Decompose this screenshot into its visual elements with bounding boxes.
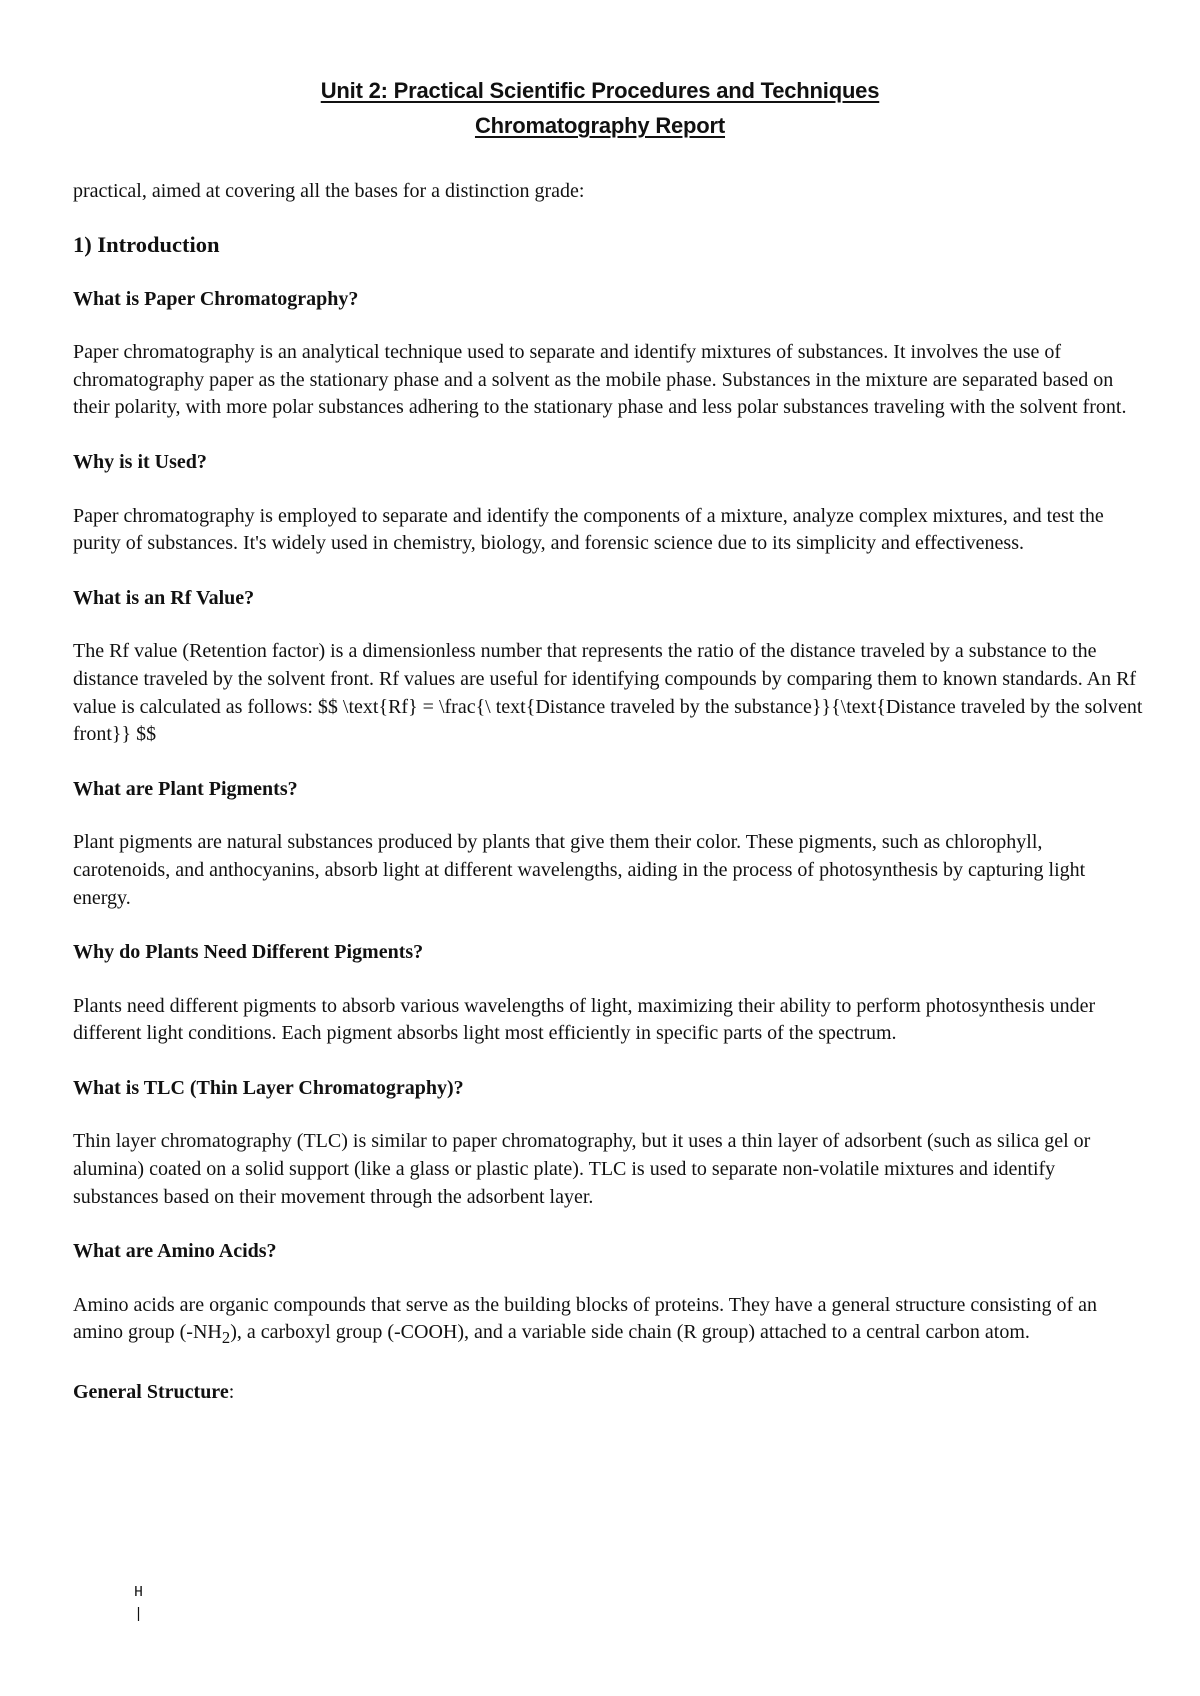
heading-plant-pigments: What are Plant Pigments? (73, 777, 298, 800)
intro-line: practical, aimed at covering all the bases for a distinction grade: (73, 180, 585, 202)
amino-text-part2: ), a carboxyl group (-COOH), and a variable side chain (R group) attached to a central carbon atom. (230, 1321, 1030, 1344)
heading-amino-acids: What are Amino Acids? (73, 1240, 277, 1263)
document-title: Unit 2: Practical Scientific Procedures and Techniques (320, 78, 880, 103)
document-subtitle: Chromatography Report (474, 113, 726, 138)
amino-text-part1: Amino acids are organic compounds that serve as the building blocks of proteins. They have a general structure consisting of an amino group (-NH (73, 1293, 1097, 1344)
paragraph-paper-chromatography: Paper chromatography is an analytical technique used to separate and identify mixtures of substances. It involves the use of chromatography paper as the stationary phase and a solvent as the mobile phase. Substances in the mixture are separated based on their polarity, with more polar substances adhering to the stationary phase and less polar substances traveling with the solvent front. (73, 341, 1127, 419)
heading-why-used: Why is it Used? (73, 450, 207, 473)
general-structure-heading (73, 1379, 1143, 1407)
paragraph-tlc: Thin layer chromatography (TLC) is similar to paper chromatography, but it uses a thin layer of adsorbent (such as silica gel or alumina) coated on a solid support (like a glass or plastic plate). TLC is used to separate non-volatile mixtures and identify substances based on their movement through the adsorbent layer. (73, 1130, 1091, 1208)
paragraph-amino-acids (73, 1292, 1143, 1352)
document-body (73, 178, 1143, 1433)
structure-hydrogen: H (134, 1584, 144, 1601)
heading-rf-value: What is an Rf Value? (73, 586, 255, 609)
structure-bond: | (134, 1606, 144, 1623)
paragraph-plant-pigments: Plant pigments are natural substances produced by plants that give them their color. These pigments, such as chlorophyll, carotenoids, and anthocyanins, absorb light at different wavelengths, aiding in the process of photosynthesis by capturing light energy. (73, 831, 1086, 909)
paragraph-why-used: Paper chromatography is employed to separate and identify the components of a mixture, analyze complex mixtures, and test the purity of substances. It's widely used in chemistry, biology, and forensic science due to its simplicity and effectiveness. (73, 504, 1104, 555)
heading-tlc: What is TLC (Thin Layer Chromatography)? (73, 1076, 464, 1099)
general-structure-label: General Structure (73, 1381, 229, 1404)
paragraph-rf-value: The Rf value (Retention factor) is a dimensionless number that represents the ratio of the distance traveled by a substance to the distance traveled by the solvent front. Rf values are useful for identifying compounds by comparing them to known standards. An Rf value is calculated as follows: $$ \text{Rf} = \frac{\ text{Distance traveled by the substance}}{\text{Distance traveled by the solvent front}} $$ (73, 640, 1143, 746)
paragraph-different-pigments: Plants need different pigments to absorb various wavelengths of light, maximizing their ability to perform photosynthesis under different light conditions. Each pigment absorbs light most efficiently in specific parts of the spectrum. (73, 994, 1096, 1045)
heading-different-pigments: Why do Plants Need Different Pigments? (73, 941, 424, 964)
amino-subscript: 2 (221, 1328, 231, 1348)
heading-paper-chromatography: What is Paper Chromatography? (73, 287, 359, 310)
general-structure-colon: : (228, 1381, 235, 1404)
amino-acid-structure-diagram (134, 1582, 143, 1626)
section-heading-introduction: 1) Introduction (73, 231, 220, 257)
